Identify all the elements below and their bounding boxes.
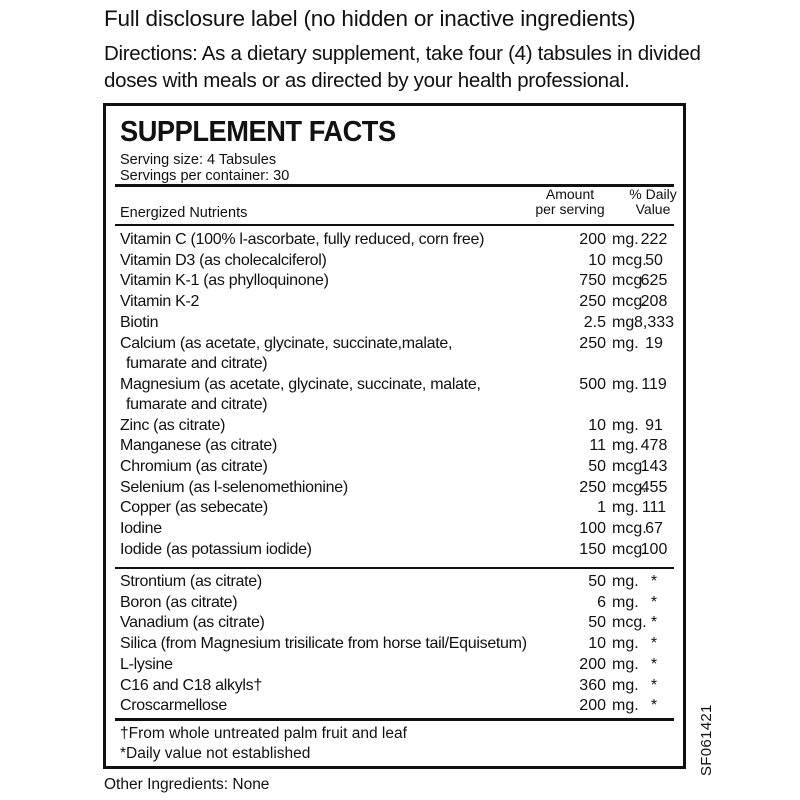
- nutrient-name: [120, 251, 540, 272]
- nutrient-name: [120, 696, 540, 717]
- nutrient-amount: 10: [588, 635, 606, 653]
- nutrient-daily-value: *: [650, 593, 658, 611]
- nutrient-name-line1: Strontium (as citrate): [120, 573, 262, 590]
- nutrient-row: [120, 478, 669, 499]
- nutrient-name: [120, 416, 540, 437]
- serving-size: Serving size: 4 Tabsules: [120, 152, 277, 168]
- nutrient-unit: mcg.: [612, 457, 647, 475]
- nutrient-name: [120, 334, 540, 375]
- nutrient-name: [120, 634, 540, 655]
- nutrient-name-line1: Boron (as citrate): [120, 593, 238, 611]
- nutrient-daily-value: 67: [645, 520, 663, 538]
- nutrient-row: [120, 375, 669, 416]
- nutrient-daily-value: 91: [645, 416, 663, 434]
- nutrient-row: [120, 457, 669, 478]
- nutrient-unit: mg.: [612, 676, 639, 694]
- nutrient-name-line1: Vitamin D3 (as cholecalciferol): [120, 251, 327, 269]
- nutrient-daily-value: *: [650, 573, 658, 590]
- other-ingredients: Other Ingredients: None: [104, 776, 270, 793]
- nutrient-daily-value: 119: [641, 375, 667, 393]
- nutrient-row: [120, 540, 669, 561]
- nutrient-daily-value: 455: [640, 478, 668, 496]
- nutrient-daily-value: *: [650, 635, 658, 653]
- nutrient-row: [120, 436, 669, 457]
- nutrient-row: [120, 251, 669, 272]
- nutrient-name-line1: Silica (from Magnesium trisilicate from horse tail/Equisetum): [120, 635, 527, 653]
- nutrient-row: [120, 676, 669, 697]
- nutrient-amount: 360: [579, 676, 606, 694]
- nutrient-daily-value: *: [650, 614, 658, 632]
- nutrient-name-line1: Vitamin C (100% l-ascorbate, fully reduced, corn free): [120, 231, 485, 248]
- nutrient-amount: 50: [588, 614, 606, 632]
- dv-header-line1: % Daily: [629, 186, 677, 202]
- nutrient-daily-value: *: [650, 676, 658, 694]
- nutrient-row: [120, 292, 669, 313]
- nutrient-daily-value: 143: [640, 457, 668, 475]
- product-code: SF061421: [698, 704, 715, 776]
- nutrient-daily-value: 100: [640, 540, 668, 558]
- nutrient-amount: 11: [589, 437, 606, 455]
- nutrient-name-line2: fumarate and citrate): [126, 396, 268, 414]
- nutrient-amount: 500: [579, 375, 606, 393]
- nutrient-name-line2: fumarate and citrate): [126, 355, 268, 373]
- nutrient-name: [120, 613, 540, 634]
- nutrient-name-line1: Calcium (as acetate, glycinate, succinate,malate,: [120, 334, 453, 352]
- facts-title: SUPPLEMENT FACTS: [120, 116, 396, 148]
- nutrient-name-line1: Vitamin K-2: [120, 293, 200, 311]
- nutrient-name-line1: Vanadium (as citrate): [120, 614, 265, 632]
- nutrient-name-line1: L-lysine: [120, 655, 173, 673]
- nutrient-amount: 1: [597, 499, 606, 517]
- amount-column-header: [529, 187, 611, 217]
- nutrient-name: [120, 593, 540, 614]
- nutrient-name: [120, 313, 540, 334]
- nutrient-unit: mcg.: [612, 251, 647, 269]
- nutrient-daily-value: 478: [640, 437, 668, 455]
- nutrient-row: [120, 593, 669, 614]
- nutrient-unit: mg.: [612, 635, 639, 653]
- nutrient-name-line1: Zinc (as citrate): [120, 416, 226, 434]
- energized-nutrients-label: Energized Nutrients: [120, 205, 248, 221]
- nutrient-name: [120, 271, 540, 292]
- nutrient-name-line1: Croscarmellose: [120, 697, 227, 715]
- dv-header-line2: Value: [635, 201, 671, 217]
- nutrient-unit: mcg.: [612, 478, 647, 496]
- nutrient-name: [120, 292, 540, 313]
- nutrient-unit: mcg.: [612, 540, 647, 558]
- nutrient-unit: mcg.: [612, 272, 647, 290]
- nutrient-name: [120, 676, 540, 697]
- nutrient-row: [120, 519, 669, 540]
- nutrient-amount: 150: [579, 540, 606, 558]
- nutrient-unit: mg.: [612, 437, 639, 455]
- amount-header-line1: Amount: [545, 186, 595, 202]
- other-nutrient-list: [120, 572, 669, 717]
- nutrient-unit: mcg.: [612, 614, 647, 632]
- nutrient-amount: 2.5: [583, 313, 606, 331]
- column-header-divider: [115, 224, 674, 226]
- nutrient-name: [120, 478, 540, 499]
- nutrient-name: [120, 655, 540, 676]
- section-divider: [115, 567, 674, 569]
- nutrient-amount: 10: [588, 251, 606, 269]
- nutrient-name-line1: Iodide (as potassium iodide): [120, 540, 312, 558]
- nutrient-name: [120, 498, 540, 519]
- supplement-facts-panel: [103, 103, 686, 769]
- nutrient-daily-value: 8,333: [633, 313, 675, 331]
- nutrient-unit: mg.: [612, 697, 639, 715]
- directions-label: Directions: [104, 42, 193, 65]
- footnote-palm: †From whole untreated palm fruit and leaf: [120, 725, 407, 742]
- nutrient-unit: mg.: [612, 655, 639, 673]
- nutrient-row: [120, 634, 669, 655]
- nutrient-unit: mcg.: [612, 293, 647, 311]
- nutrient-row: [120, 230, 669, 251]
- nutrient-row: [120, 613, 669, 634]
- nutrient-row: [120, 334, 669, 375]
- nutrient-name-line1: Selenium (as l-selenomethionine): [120, 478, 348, 496]
- nutrient-unit: mg.: [612, 231, 639, 248]
- nutrient-name-line1: Iodine: [120, 520, 162, 538]
- nutrient-list: [120, 230, 675, 560]
- nutrient-name-line1: Manganese (as citrate): [120, 437, 278, 455]
- nutrient-name: [120, 457, 540, 478]
- nutrient-amount: 10: [588, 416, 606, 434]
- nutrient-row: [120, 696, 669, 717]
- nutrient-row: [120, 498, 669, 519]
- footnote-daily-value: *Daily value not established: [120, 745, 311, 762]
- amount-header-line2: per serving: [535, 201, 605, 217]
- nutrient-unit: mg.: [612, 334, 639, 352]
- nutrient-amount: 100: [579, 520, 606, 538]
- nutrient-unit: mcg.: [612, 520, 647, 538]
- nutrient-unit: mg.: [612, 375, 639, 393]
- nutrient-row: [120, 416, 669, 437]
- nutrient-daily-value: *: [650, 655, 658, 673]
- nutrient-daily-value: *: [650, 697, 658, 715]
- nutrient-amount: 200: [579, 231, 606, 248]
- nutrient-amount: 200: [579, 697, 606, 715]
- nutrient-row: [120, 572, 669, 593]
- nutrient-name: [120, 375, 540, 416]
- nutrient-name: [120, 572, 540, 593]
- nutrient-unit: mg.: [612, 499, 639, 517]
- nutrient-amount: 250: [579, 293, 606, 311]
- nutrient-row: [120, 271, 669, 292]
- directions-body: : As a dietary supplement, take four (4) tabsules in divided doses with meals or as directed by your health professional.: [104, 42, 701, 92]
- nutrient-amount: 250: [579, 334, 606, 352]
- footnote-divider: [115, 718, 674, 721]
- nutrient-amount: 6: [597, 593, 606, 611]
- directions-text: [104, 40, 704, 94]
- nutrient-amount: 50: [588, 457, 606, 475]
- nutrient-daily-value: 625: [640, 272, 668, 290]
- nutrient-row: [120, 655, 669, 676]
- nutrient-name-line1: Vitamin K-1 (as phylloquinone): [120, 272, 329, 290]
- nutrient-unit: mg.: [612, 573, 639, 590]
- nutrient-name: [120, 436, 540, 457]
- footnotes: [120, 724, 407, 764]
- nutrient-name: [120, 540, 540, 561]
- nutrient-daily-value: 50: [645, 251, 663, 269]
- nutrient-amount: 250: [579, 478, 606, 496]
- nutrient-name-line1: Copper (as sebecate): [120, 499, 268, 517]
- nutrient-name: [120, 519, 540, 540]
- nutrient-daily-value: 19: [645, 334, 663, 352]
- nutrient-name-line1: Chromium (as citrate): [120, 457, 268, 475]
- nutrient-amount: 200: [579, 655, 606, 673]
- nutrient-name-line1: Magnesium (as acetate, glycinate, succinate, malate,: [120, 375, 481, 393]
- nutrient-unit: mg.: [612, 313, 639, 331]
- nutrient-row: [120, 313, 675, 334]
- nutrient-amount: 750: [579, 272, 606, 290]
- nutrient-amount: 50: [588, 573, 606, 590]
- disclosure-heading: Full disclosure label (no hidden or inactive ingredients): [104, 6, 636, 31]
- dv-column-header: [621, 187, 685, 217]
- nutrient-unit: mg.: [612, 593, 639, 611]
- nutrient-daily-value: 208: [640, 293, 668, 311]
- nutrient-name-line1: Biotin: [120, 313, 159, 331]
- nutrient-unit: mg.: [612, 416, 639, 434]
- nutrient-name-line1: C16 and C18 alkyls†: [120, 676, 262, 694]
- nutrient-name: [120, 230, 540, 251]
- nutrient-daily-value: 222: [640, 231, 668, 248]
- nutrient-daily-value: 111: [641, 499, 667, 517]
- servings-per-container: Servings per container: 30: [120, 168, 290, 184]
